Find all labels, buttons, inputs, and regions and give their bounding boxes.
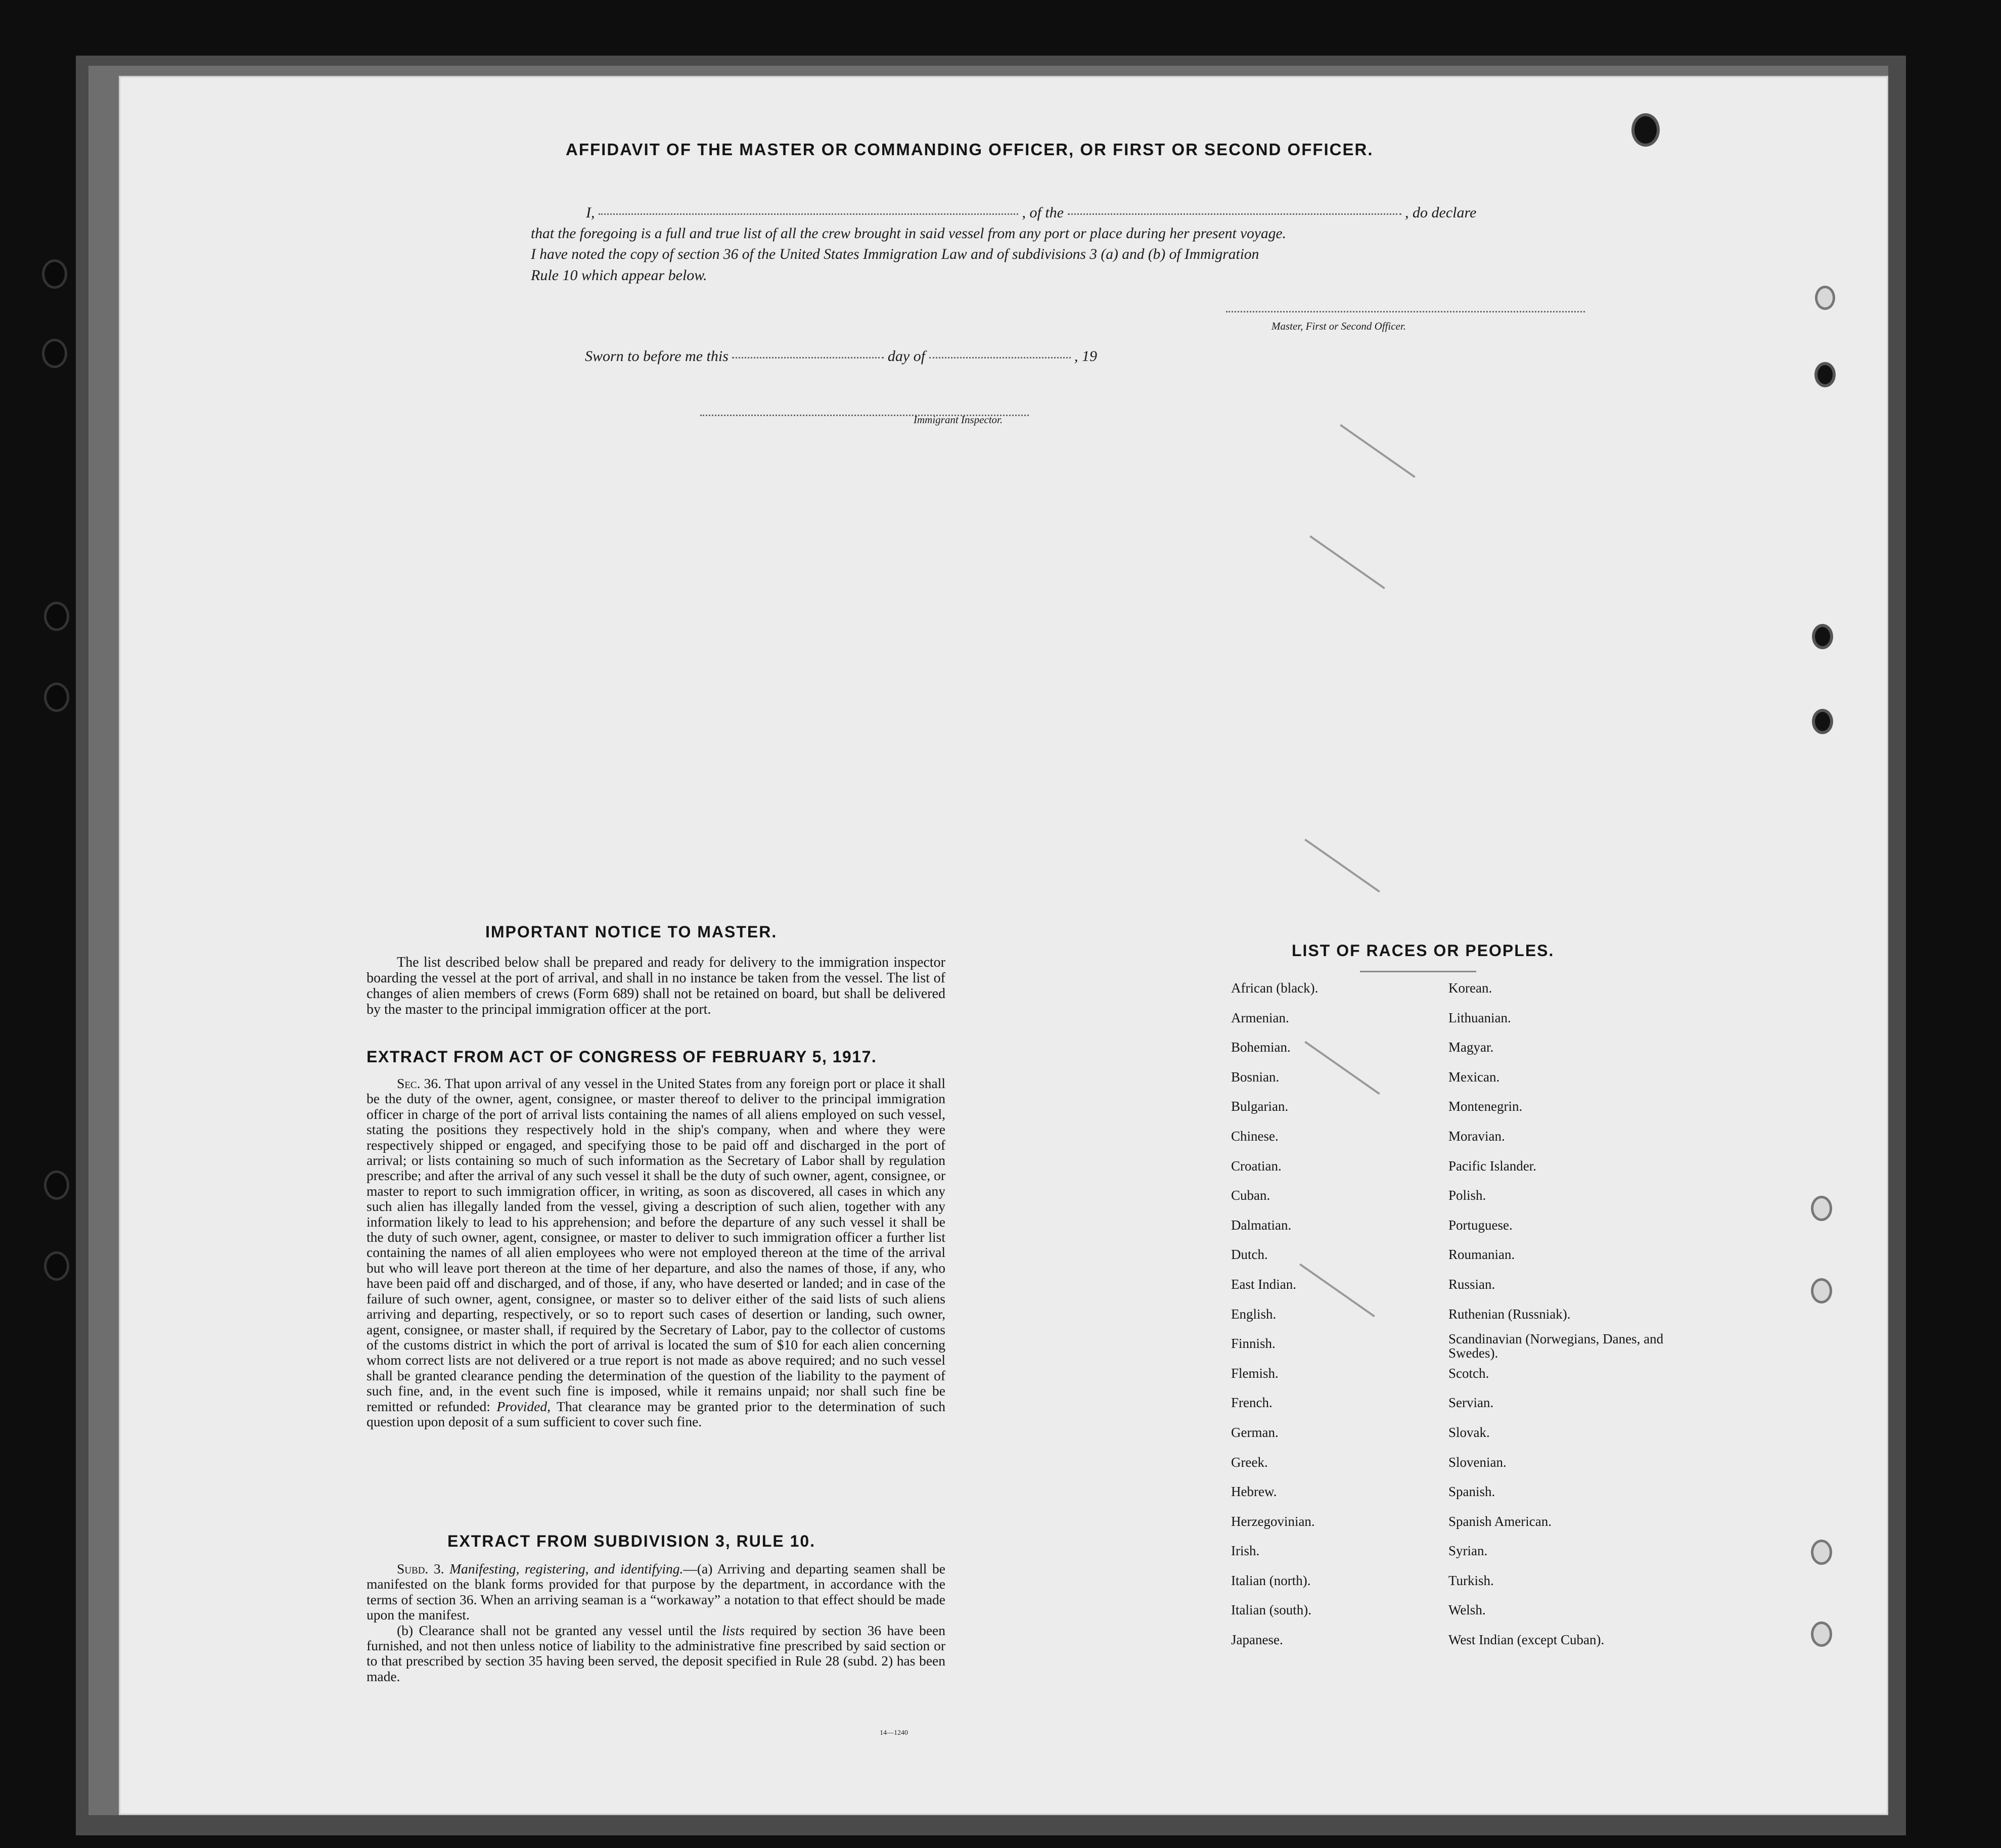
name-blank: [599, 213, 1018, 215]
page-hole-top: [1634, 116, 1657, 144]
affidavit-line-3: I have noted the copy of section 36 of the United States Immigration Law and of subdivisions 3 (a) and (b) of Immigration: [531, 246, 1259, 262]
page-hole-right: [1817, 365, 1833, 384]
race-item: Magyar.: [1448, 1040, 1494, 1055]
page-hole-right: [1815, 627, 1830, 646]
notice-title: IMPORTANT NOTICE TO MASTER.: [485, 923, 778, 941]
races-left-column: [1231, 973, 1443, 1655]
race-item: Bulgarian.: [1231, 1099, 1289, 1114]
race-item: Japanese.: [1231, 1632, 1283, 1648]
race-item: Slovenian.: [1448, 1454, 1507, 1470]
race-item: African (black).: [1231, 980, 1318, 996]
race-item: Portuguese.: [1448, 1217, 1513, 1233]
race-item: Syrian.: [1448, 1543, 1488, 1559]
race-item: Dalmatian.: [1231, 1217, 1292, 1233]
section-label: Sec. 36.: [397, 1075, 442, 1091]
race-item: Finnish.: [1231, 1336, 1276, 1351]
binder-hole: [47, 685, 67, 709]
affidavit-title: AFFIDAVIT OF THE MASTER OR COMMANDING OFFICER, OR FIRST OR SECOND OFFICER.: [566, 140, 1374, 159]
document-page: [119, 76, 1888, 1815]
race-item: Chinese.: [1231, 1128, 1279, 1144]
race-item: Cuban.: [1231, 1188, 1270, 1203]
inspector-caption: Immigrant Inspector.: [914, 414, 1003, 426]
extract-rule-body: [367, 1561, 945, 1684]
race-item: Irish.: [1231, 1543, 1260, 1559]
section-36-text: That upon arrival of any vessel in the United States from any foreign port or place it shall be the duty of the owner, agent, consignee, or master thereof to deliver to the principal immigration officer in charge of the port of arrival lists containing the names of all aliens employed on such vessel, stating the positions they respectively hold in the ship's company, when and where they were respectively shipped or engaged, and specifying those to be paid off and discharged in the port of arrival; or lists containing so much of such information as the Secretary of Labor shall by regulation prescribe; and after the arrival of any such vessel it shall be the duty of such owner, agent, consignee, or master to report to such immigration officer, in writing, as soon as discovered, all cases in which any such alien has illegally landed from the vessel, giving a description of such alien, together with any information likely to lead to his apprehension; and before the departure of any such vessel it shall be the duty of such owner, agent, consignee, or master to deliver to such immigration officer a further list containing the names of all alien employees who were not employed thereon at the time of the arrival but who will leave port thereon at the time of her departure, and also the names of those, if any, who have been paid off and discharged, and of those, if any, who have deserted or landed; and in case of the failure of such owner, agent, consignee, or master so to deliver either of the said lists of such aliens arriving and departing, respectively, or so to report such cases of desertion or landing, such owner, agent, consignee, or master shall, if required by the Secretary of Labor, pay to the collector of customs of the customs district in which the port of arrival is located the sum of $10 for each alien concerning whom correct lists are not delivered or a true report is not made as above required; and no such vessel shall be granted clearance pending the determination of the question of the liability to the payment of such fine, and, in the event such fine is imposed, while it remains unpaid; nor shall such fine be remitted or refunded:: [367, 1075, 945, 1414]
sworn-month-blank: [929, 357, 1071, 358]
races-title: LIST OF RACES OR PEOPLES.: [1292, 941, 1555, 960]
extract-act-title: EXTRACT FROM ACT OF CONGRESS OF FEBRUARY 5, 1917.: [367, 1048, 877, 1066]
page-hole-right: [1813, 1542, 1830, 1562]
race-item: Pacific Islander.: [1448, 1158, 1536, 1174]
affidavit-line-1: [586, 204, 1476, 221]
year-label: , 19: [1074, 348, 1098, 365]
notice-body: [367, 955, 945, 1017]
race-item: Italian (south).: [1231, 1602, 1311, 1618]
race-item: Welsh.: [1448, 1602, 1486, 1618]
notice-paragraph: The list described below shall be prepared and ready for delivery to the immigration inspector boarding the vessel at the port of arrival, and shall in no instance be taken from the vessel. The list of changes of alien members of crews (Form 689) shall not be retained on board, but shall be delivered by the master to the principal immigration officer at the port.: [367, 955, 945, 1017]
race-item: Lithuanian.: [1448, 1010, 1511, 1025]
race-item: English.: [1231, 1306, 1277, 1322]
race-item: Russian.: [1448, 1276, 1495, 1292]
extract-rule-title: EXTRACT FROM SUBDIVISION 3, RULE 10.: [447, 1532, 816, 1550]
race-item: Spanish American.: [1448, 1513, 1552, 1529]
race-item: Polish.: [1448, 1188, 1486, 1203]
page-hole-right: [1813, 1624, 1830, 1644]
race-item: Slovak.: [1448, 1424, 1490, 1440]
race-item: Dutch.: [1231, 1247, 1268, 1263]
subd-heading: Manifesting, registering, and identifying.: [449, 1561, 684, 1576]
race-item: Turkish.: [1448, 1572, 1494, 1588]
subd-b-paragraph: [367, 1623, 945, 1685]
affidavit-line-4: Rule 10 which appear below.: [531, 267, 707, 284]
race-item: Bosnian.: [1231, 1069, 1280, 1085]
race-item: Flemish.: [1231, 1365, 1279, 1381]
stamp-mark: [1309, 535, 1385, 590]
race-item: Korean.: [1448, 980, 1492, 996]
race-item: French.: [1231, 1395, 1272, 1411]
subd-b-text: required by section 36 have been furnished, and not then unless notice of liability to the administrative fine prescribed by said section or to that prescribed by section 35 having been served, the deposit specified in Rule 28 (subd. 2) has been made.: [367, 1622, 945, 1684]
race-item: Servian.: [1448, 1395, 1494, 1411]
stamp-mark: [1340, 424, 1416, 478]
page-hole-right: [1813, 1281, 1830, 1301]
affidavit-line-2: that the foregoing is a full and true list of all the crew brought in said vessel from any port or place during her present voyage.: [531, 226, 1286, 242]
race-item: German.: [1231, 1424, 1279, 1440]
page-hole-right: [1813, 1198, 1830, 1219]
master-signature-line: [1226, 311, 1585, 312]
binder-hole: [47, 1173, 67, 1197]
section-36-paragraph: [367, 1076, 945, 1429]
race-item: West Indian (except Cuban).: [1448, 1632, 1605, 1648]
race-item: Scandinavian (Norwegians, Danes, and Swedes).: [1448, 1331, 1664, 1361]
form-number: 14—1240: [880, 1729, 908, 1737]
race-item: Bohemian.: [1231, 1040, 1291, 1055]
race-item: Greek.: [1231, 1454, 1268, 1470]
race-item: Montenegrin.: [1448, 1099, 1523, 1114]
race-item: Roumanian.: [1448, 1247, 1515, 1263]
affidavit-i-label: I,: [586, 204, 595, 221]
race-item: Croatian.: [1231, 1158, 1282, 1174]
page-hole-right: [1817, 288, 1833, 307]
race-item: Armenian.: [1231, 1010, 1289, 1025]
provided-word: Provided,: [496, 1398, 551, 1414]
affidavit-do-declare: , do declare: [1405, 204, 1477, 221]
day-of-label: day of: [887, 348, 926, 365]
sworn-line: [585, 348, 1097, 365]
races-right-column: [1448, 973, 1671, 1655]
stamp-mark: [1304, 839, 1380, 893]
race-item: Spanish.: [1448, 1484, 1495, 1500]
race-item: Herzegovinian.: [1231, 1513, 1315, 1529]
race-item: East Indian.: [1231, 1276, 1296, 1292]
binder-hole: [47, 1254, 67, 1278]
binder-hole: [47, 604, 67, 628]
races-title-rule: [1360, 971, 1476, 972]
binder-hole: [44, 341, 65, 366]
sworn-label: Sworn to before me this: [585, 348, 729, 365]
subd-b-prefix: (b) Clearance shall not be granted any vessel until the: [397, 1622, 716, 1638]
race-item: Hebrew.: [1231, 1484, 1277, 1500]
subd-a-text: —(a) Arriving and departing seamen shall be manifested on the blank forms provided for that purpose by the department, in accordance with the terms of section 36. When an arriving seaman is a “workaway” a notation to that effect should be made upon the manifest.: [367, 1561, 945, 1623]
section-36-end: That clearance may be granted prior to the determination of such question upon deposit of a sum sufficient to cover such fine.: [367, 1398, 945, 1429]
race-item: Italian (north).: [1231, 1572, 1311, 1588]
vessel-blank: [1068, 213, 1401, 215]
subd-b-lists: lists: [722, 1622, 745, 1638]
extract-act-body: [367, 1076, 945, 1429]
subd-label: Subd. 3.: [397, 1561, 444, 1576]
binder-hole: [44, 262, 65, 286]
race-item: Mexican.: [1448, 1069, 1500, 1085]
race-item: Moravian.: [1448, 1128, 1505, 1144]
race-item: Ruthenian (Russniak).: [1448, 1306, 1571, 1322]
subd-a-paragraph: [367, 1561, 945, 1623]
page-hole-right: [1815, 712, 1830, 731]
master-caption: Master, First or Second Officer.: [1271, 320, 1406, 332]
race-item: Scotch.: [1448, 1365, 1489, 1381]
affidavit-of-the: , of the: [1022, 204, 1064, 221]
sworn-day-blank: [732, 357, 884, 358]
